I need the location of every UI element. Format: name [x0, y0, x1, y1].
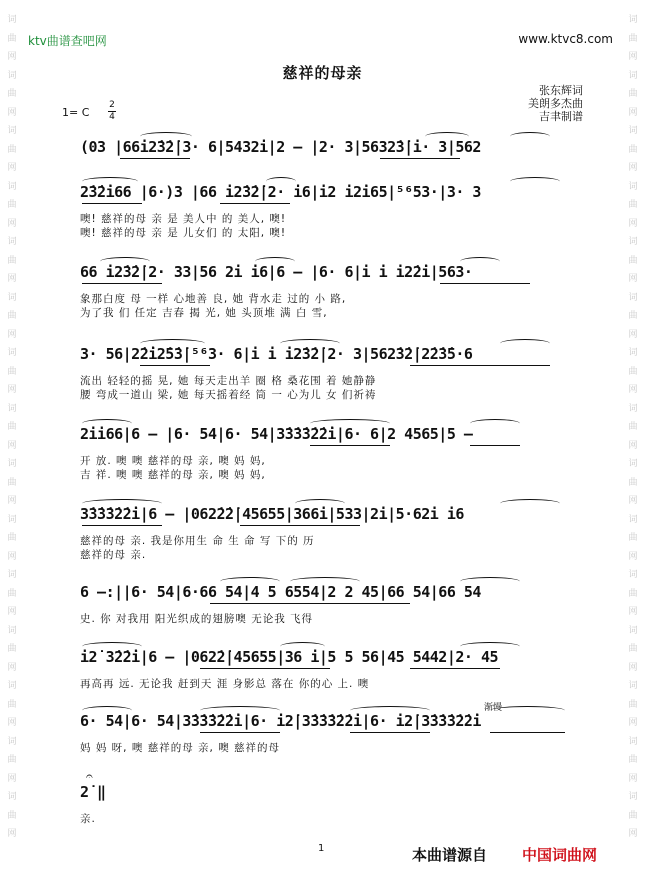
score-row-1: [80, 138, 570, 168]
watermark-char: 曲: [7, 644, 17, 654]
key-signature: 1= C: [62, 106, 90, 119]
watermark-char: 曲: [7, 89, 17, 99]
score-row-6: [80, 505, 570, 565]
watermark-char: 词: [7, 459, 17, 469]
watermark-char: 词: [7, 736, 17, 747]
watermark-char: 词: [628, 70, 638, 81]
lyric-row-5-verse-2: 吉 祥. 噢 噢 慈祥的母 亲, 噢 妈 妈,: [80, 469, 266, 481]
score-row-7: [80, 583, 570, 628]
watermark-char: 曲: [7, 33, 17, 44]
watermark-char: 网: [628, 274, 638, 284]
watermark-char: 曲: [628, 422, 638, 432]
score-row-10: [80, 769, 570, 828]
transcriber-credit: 吉聿制谱: [539, 110, 583, 123]
watermark-char: 网: [628, 829, 638, 839]
watermark-char: 曲: [628, 311, 638, 321]
composer-credit: 美朗多杰曲: [528, 97, 583, 110]
watermark-char: 网: [628, 718, 638, 728]
watermark-char: 曲: [628, 644, 638, 654]
watermark-char: 网: [7, 274, 17, 284]
watermark-char: 网: [7, 163, 17, 173]
watermark-char: 网: [7, 329, 17, 340]
watermark-char: 网: [7, 496, 17, 506]
lyric-row-3-verse-2: 为了我 们 任定 吉春 揭 光, 她 头顶堆 满 白 雪,: [80, 307, 328, 319]
notes-row-6: 3̇3̇3̇3̇2̇2̇i|6 — |062̇2̇2̇|45655|366i|533|2i|5·62i i6: [80, 505, 464, 523]
watermark-char: 词: [628, 15, 638, 25]
lyric-row-8-verse-1: 再高再 远. 无论我 赶到天 涯 身影总 落在 你的心 上. 噢: [80, 678, 370, 690]
watermark-char: 词: [7, 292, 17, 303]
watermark-char: 曲: [628, 200, 638, 210]
watermark-char: 网: [628, 52, 638, 62]
watermark-char: 网: [7, 385, 17, 395]
watermark-char: 网: [7, 773, 17, 784]
notes-row-5: 2ii66|6 — |6· 54|6· 54|3̇3̇3̇3̇2̇2̇i|6· 6|2 4565|5 —: [80, 425, 473, 443]
watermark-char: 曲: [7, 366, 17, 377]
watermark-char: 曲: [628, 366, 638, 377]
watermark-char: 网: [7, 551, 17, 562]
watermark-char: 网: [7, 607, 17, 617]
lyric-row-4-verse-2: 腰 弯成一道山 梁, 她 每天摇着经 筒 一 心为儿 女 们祈祷: [80, 389, 377, 401]
watermark-char: 曲: [7, 255, 17, 266]
notes-row-2: 2̇3̇2̇i66 |6·)3 |66 i2̇3̇2̇|2· i6|i2 i2̇i65|⁵⁶53·|3· 3: [80, 183, 481, 201]
watermark-char: 曲: [628, 33, 638, 44]
watermark-char: 词: [7, 570, 17, 580]
watermark-char: 词: [628, 403, 638, 414]
watermark-char: 网: [628, 662, 638, 673]
watermark-char: 曲: [7, 755, 17, 765]
watermark-char: 词: [7, 792, 17, 802]
watermark-char: 网: [7, 718, 17, 728]
watermark-char: 网: [628, 218, 638, 229]
watermark-char: 网: [628, 551, 638, 562]
lyric-row-5-verse-1: 开 放. 噢 噢 慈祥的母 亲, 噢 妈 妈,: [80, 455, 266, 467]
score-row-3: [80, 263, 570, 323]
score-row-4: [80, 345, 570, 405]
watermark-char: 曲: [628, 533, 638, 543]
watermark-char: 词: [7, 681, 17, 691]
watermark-char: 词: [7, 70, 17, 81]
notes-row-10: 2̇ ‖: [80, 783, 106, 801]
watermark-char: 词: [628, 514, 638, 525]
watermark-char: 曲: [7, 422, 17, 432]
lyric-row-7-verse-1: 史. 你 对我用 阳光织成的翅膀噢 无论我 飞得: [80, 613, 314, 625]
watermark-char: 网: [7, 440, 17, 451]
watermark-char: 曲: [628, 755, 638, 765]
watermark-char: 曲: [7, 144, 17, 155]
watermark-char: 词: [7, 237, 17, 247]
notes-row-9: 6· 54|6· 54|3̇3̇3̇3̇2̇2̇i|6· i2̇|3̇3̇3̇3̇2̇2̇i|6· i2̇|3̇3̇3̇3̇2̇2̇i: [80, 712, 481, 730]
watermark-char: 网: [7, 829, 17, 839]
watermark-char: 词: [7, 625, 17, 636]
watermark-char: 网: [628, 107, 638, 118]
watermark-char: 词: [7, 15, 17, 25]
watermark-char: 网: [7, 107, 17, 118]
watermark-char: 词: [7, 514, 17, 525]
watermark-char: 曲: [7, 810, 17, 821]
score-row-8: [80, 648, 570, 693]
score-row-5: [80, 425, 570, 485]
notes-row-8: i2̇ 3̇2̇2̇i|6 — |062̇2̇|45655|36 i|5 5 56|45 5442|2· 45: [80, 648, 499, 666]
lyric-row-2-verse-2: 噢! 慈祥的母 亲 是 儿女们 的 太阳, 噢!: [80, 227, 287, 239]
lyric-row-9-verse-1: 妈 妈 呀, 噢 慈祥的母 亲, 噢 慈祥的母: [80, 742, 281, 754]
watermark-char: 词: [628, 292, 638, 303]
watermark-char: 词: [628, 625, 638, 636]
lyric-row-4-verse-1: 流出 轻轻的摇 晃, 她 每天走出羊 圈 格 桑花围 着 她静静: [80, 375, 377, 387]
watermark-char: 网: [7, 662, 17, 673]
source-label: 本曲谱源自: [412, 846, 488, 864]
watermark-char: 词: [628, 126, 638, 136]
site-name-left: ktv曲谱查吧网: [28, 34, 107, 48]
page-title: 慈祥的母亲: [282, 64, 363, 82]
watermark-char: 词: [7, 403, 17, 414]
lyric-row-3-verse-1: 象那白度 母 一样 心地善 良, 她 背水走 过的 小 路,: [80, 293, 347, 305]
notes-row-4: 3· 56|2̇2̇i2̇5̇3̇|⁵⁶3· 6|i i i2̇3̇2̇|2· 3|562̇3̇2̇|2̇2̇3̇5·6: [80, 345, 473, 363]
watermark-char: 曲: [628, 588, 638, 599]
watermark-char: 曲: [7, 699, 17, 710]
watermark-char: 网: [628, 773, 638, 784]
notes-row-7: 6 —:||6· 54|6·66 54|4 5 6554|2 2 45|66 54|66 54: [80, 583, 481, 601]
watermark-char: 词: [7, 181, 17, 192]
watermark-char: 词: [628, 792, 638, 802]
score-row-2: [80, 183, 570, 243]
watermark-char: 曲: [628, 255, 638, 266]
watermark-char: 网: [628, 440, 638, 451]
lyric-row-6-verse-1: 慈祥的母 亲. 我是你用生 命 生 命 写 下的 历: [80, 535, 315, 547]
time-signature: [108, 101, 116, 122]
watermark-char: 网: [628, 163, 638, 173]
watermark-char: 词: [7, 348, 17, 358]
watermark-char: 词: [628, 681, 638, 691]
watermark-char: 网: [7, 52, 17, 62]
page-number: 1: [318, 843, 325, 854]
watermark-char: 网: [7, 218, 17, 229]
watermark-char: 词: [628, 570, 638, 580]
site-url-right: www.ktvc8.com: [518, 32, 613, 46]
watermark-char: 曲: [7, 311, 17, 321]
watermark-char: 曲: [7, 477, 17, 488]
watermark-char: 曲: [628, 699, 638, 710]
watermark-char: 词: [628, 459, 638, 469]
watermark-char: 词: [628, 348, 638, 358]
watermark-char: 曲: [7, 200, 17, 210]
watermark-char: 曲: [628, 89, 638, 99]
watermark-char: 曲: [7, 533, 17, 543]
watermark-char: 网: [628, 385, 638, 395]
watermark-char: 词: [7, 126, 17, 136]
watermark-char: 曲: [628, 810, 638, 821]
lyric-row-2-verse-1: 噢! 慈祥的母 亲 是 美人中 的 美人, 噢!: [80, 213, 287, 225]
watermark-char: 曲: [628, 477, 638, 488]
notes-row-1: (03 |66i2̇3̇2̇|3· 6|5432i|2 — |2· 3|5632̇3̇|i· 3|562: [80, 138, 481, 156]
watermark-char: 词: [628, 181, 638, 192]
watermark-char: 曲: [628, 144, 638, 155]
lyric-row-10-verse-1: 亲.: [80, 813, 96, 825]
tempo-marking: 渐慢: [484, 703, 503, 713]
watermark-char: 词: [628, 736, 638, 747]
notes-row-3: 66 i2̇3̇2̇|2· 33|56 2i i6|6 — |6· 6|i i i2̇2̇i|563·: [80, 263, 473, 281]
time-signature-top: 2: [109, 100, 115, 110]
credits: [528, 84, 583, 123]
lyric-row-6-verse-2: 慈祥的母 亲.: [80, 549, 147, 561]
watermark-char: 网: [628, 607, 638, 617]
time-signature-bottom: 4: [109, 112, 115, 122]
lyricist-credit: 张东辉词: [539, 84, 583, 97]
brand-logo-text: 中国词曲网: [522, 846, 598, 864]
watermark-char: 曲: [7, 588, 17, 599]
watermark-char: 网: [628, 496, 638, 506]
watermark-char: 网: [628, 329, 638, 340]
score-row-9: [80, 703, 570, 757]
watermark-char: 词: [628, 237, 638, 247]
fermata-icon: 𝄐: [86, 769, 93, 783]
